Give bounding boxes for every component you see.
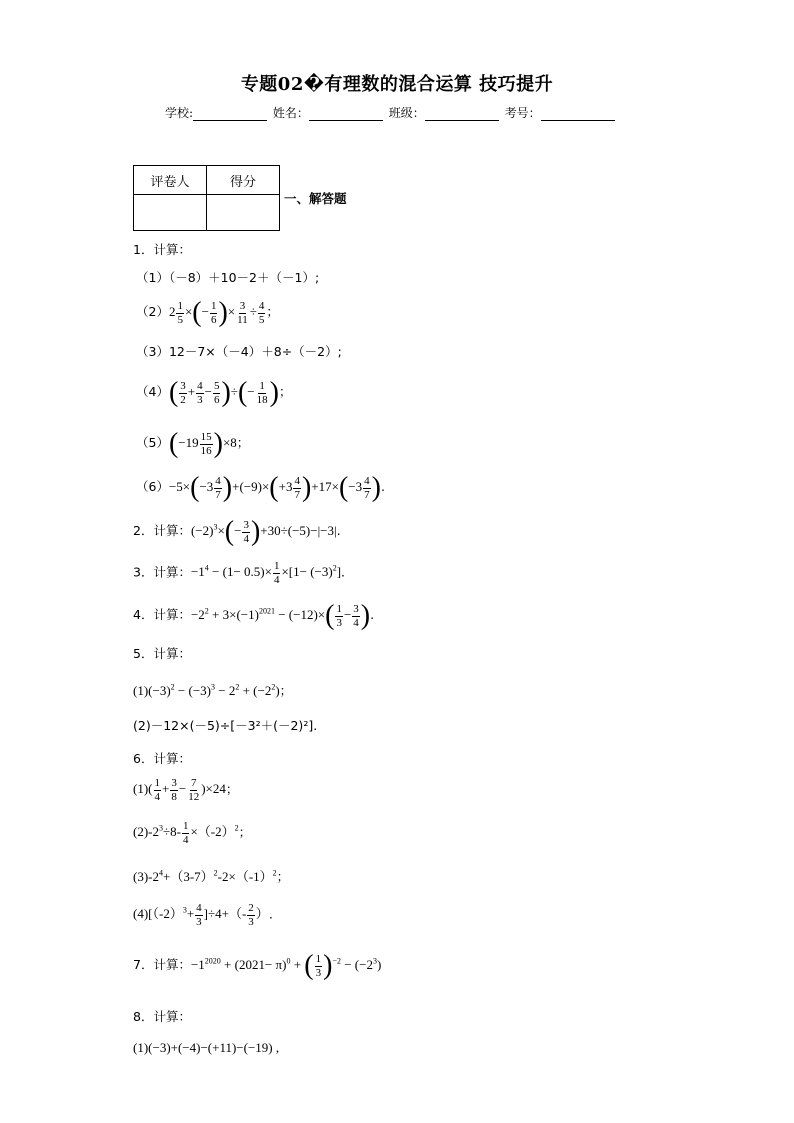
score-table <box>133 165 280 231</box>
page-title: 专题02�有理数的混合运算 技巧提升 <box>240 74 554 95</box>
number-label: 考号： <box>504 106 541 120</box>
q5-label: 5．计算： <box>133 646 191 661</box>
class-label: 班级： <box>388 106 425 120</box>
q3: 3．计算：$-1^4 - (1- 0.5)\times$ $\frac{1}{4}$ $\times[1- (-3)^2]$. <box>133 560 346 586</box>
q1-part4: （4）( $\frac{3}{2}$ + $\frac{4}{3}$ − $\frac{5}{6}$ )÷(− $\frac{1}{18}$ )； <box>136 377 292 408</box>
q1-part2: （2）2 $\frac{1}{5}$ ×(− $\frac{1}{6}$ )× $\frac{3}{11}$ ÷ $\frac{4}{5}$ ； <box>136 297 279 328</box>
q1-part1: （1）（－8）＋10－2＋（－1）; <box>136 270 320 285</box>
score-header: 得分 <box>207 166 280 195</box>
name-blank[interactable] <box>309 108 383 121</box>
q1-part6: （6）−5×(−3 $\frac{4}{7}$ )+(−9)×(+3 $\frac{4}{7}$ )+17×(−3 $\frac{4}{7}$ ). <box>136 472 385 503</box>
q7: 7．计算：$-1^{2020} + (2021- \pi)^0$ + ( $\frac{1}{3}$ )$^{-2} - (-2^3)$ <box>133 950 382 981</box>
q2: 2．计算：$(-2)^3\times(-$ $\frac{3}{4}$ )+30÷(−5)−|−3|. <box>133 516 341 547</box>
school-label: 学校: <box>165 106 194 120</box>
student-info-row <box>165 104 617 121</box>
q6-part1: (1)( $\frac{1}{4}$ + $\frac{3}{8}$ − $\frac{7}{12}$ )×24； <box>133 777 239 803</box>
q8-label: 8．计算： <box>133 1009 191 1024</box>
q4: 4．计算：$-2^2 + 3\times(-1)^{2021} - (-12)\times$( $\frac{1}{3}$ − $\frac{3}{4}$ ). <box>133 600 375 631</box>
grader-cell[interactable] <box>134 195 207 231</box>
q1-part5: （5）(−19 $\frac{15}{16}$ )×8； <box>136 428 250 459</box>
q5-part2: (2)－12×(－5)÷[－3²＋(－2)²]. <box>133 718 318 733</box>
name-label: 姓名： <box>272 106 309 120</box>
q6-part3: $(3)-2^4+(3-7)^2-2\times(-1)^2$； <box>133 868 290 884</box>
q6-part4: $(4)[(-2)^3+$ $\frac{4}{3}$ ]÷4+（- $\frac{2}{3}$ ）. <box>133 902 273 928</box>
q1-label: 1．计算： <box>133 242 191 257</box>
q6-label: 6．计算： <box>133 751 191 766</box>
class-blank[interactable] <box>425 108 499 121</box>
score-cell[interactable] <box>207 195 280 231</box>
school-blank[interactable] <box>193 108 267 121</box>
grader-header: 评卷人 <box>134 166 207 195</box>
q6-part2: $(2)-2^3\div 8-$ $\frac{1}{4}$ $\times(-2)^2$； <box>133 820 252 846</box>
section-heading: 一、解答题 <box>284 191 347 206</box>
number-blank[interactable] <box>541 108 615 121</box>
q5-part1: $(1)(-3)^2 - (-3)^3 - 2^2 + (-2^2)$； <box>133 682 293 698</box>
q8-part1: (1)(−3)+(−4)−(+11)−(−19) , <box>133 1040 280 1055</box>
q1-part3: （3）12－7×（－4）＋8÷（－2）; <box>136 344 342 359</box>
